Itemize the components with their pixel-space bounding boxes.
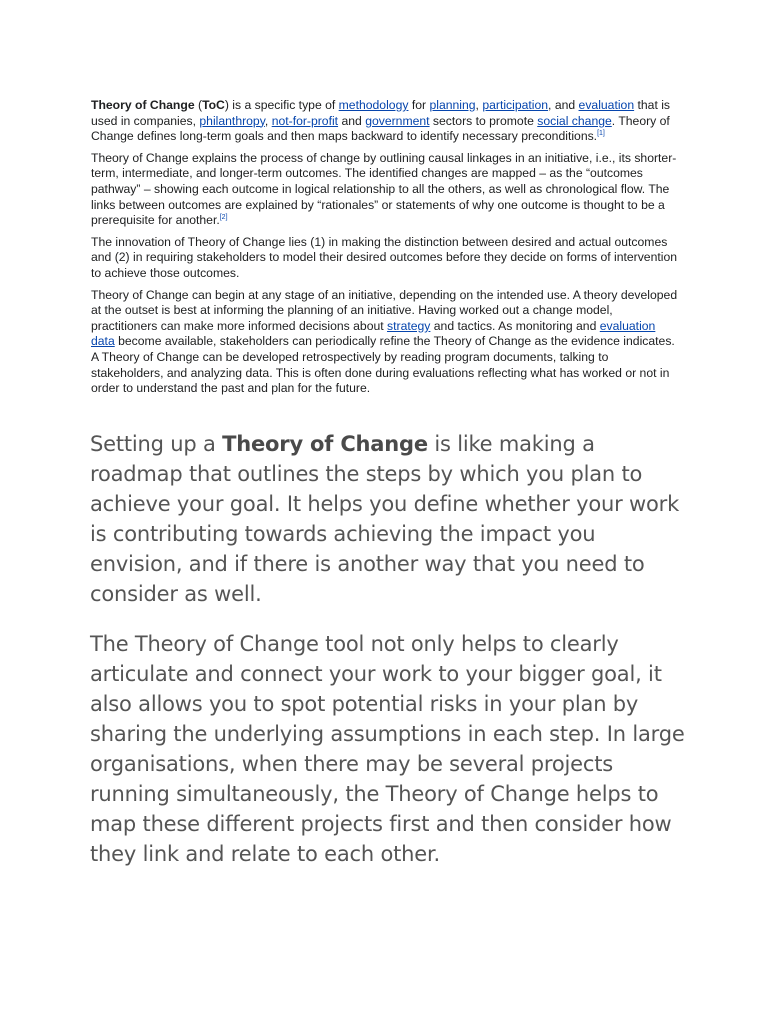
link-planning[interactable]: planning [429,98,476,112]
roadmap-paragraph: Setting up a Theory of Change is like making a roadmap that outlines the steps by which you plan to achieve your goal. It helps you define whether your work is contributing towards achieving the impact you envision, and if there is another way that you need to consider as well. [90,432,680,606]
link-methodology[interactable]: methodology [338,98,409,112]
wikipedia-excerpt [91,98,681,403]
link-participation[interactable]: participation [482,98,549,112]
link-government[interactable]: government [365,113,430,128]
link-data[interactable]: data [91,334,115,349]
link-evaluation-2[interactable]: evaluation [599,318,656,333]
abbr-bold: ToC [202,98,225,112]
link-philanthropy[interactable]: philanthropy [199,113,265,128]
link-social-change[interactable]: social change [537,113,612,128]
wiki-paragraph-causal: Theory of Change explains the process of change by outlining causal linkages in an initiative, i.e., its shorter-term, intermediate, and longer-term outcomes. The identified changes are mapped – as the “outcomes pathway” – showing each outcome in logical relationship to all the others, as well as chronological flow. The links between outcomes are explained by “rationales” or statements of why one outcome is thought to be a prerequisite for another.[2] [91,150,677,228]
link-strategy[interactable]: strategy [387,318,431,333]
term-bold: Theory of Change [91,98,195,112]
citation-1[interactable]: [1] [597,130,605,138]
theory-of-change-bold: Theory of Change [222,432,428,456]
tool-benefits-paragraph: The Theory of Change tool not only helps to clearly articulate and connect your work to your bigger goal, it also allows you to spot potential risks in your plan by sharing the underlying assumptions in each step. In large organisations, when there may be several projects running simultaneously, the Theory of Change helps to map these different projects first and then consider how they link and relate to each other. [90,632,685,866]
wiki-paragraph-stages: Theory of Change can begin at any stage of an initiative, depending on the intended use. A theory developed at the outset is best at informing the planning of an initiative. Having worked out a change model, practitioners can make more informed decisions about strategy and tactics. As monitoring and evaluation data become available, stakeholders can periodically refine the Theory of Change as the evidence indicates. A Theory of Change can be developed retrospectively by reading program documents, talking to stakeholders, and analyzing data. This is often done during evaluations reflecting what has worked or not in order to understand the past and plan for the future. [91,287,678,396]
citation-2[interactable]: [2] [219,214,228,222]
wiki-paragraph-innovation: The innovation of Theory of Change lies (1) in making the distinction between desired and actual outcomes and (2) in requiring stakeholders to model their desired outcomes before they decide on forms of intervention to achieve those outcomes. [91,234,677,280]
wiki-paragraph-intro: Theory of Change (ToC) is a specific type of methodology for planning, participation, and evaluation that is used in companies, philanthropy, not-for-profit and government sectors to promote social change. Theory of Change defines long-term goals and then maps backward to identify necessary preconditions.[1] [91,98,671,144]
link-evaluation[interactable]: evaluation [578,98,635,112]
link-not-for-profit[interactable]: not-for-profit [271,113,339,128]
